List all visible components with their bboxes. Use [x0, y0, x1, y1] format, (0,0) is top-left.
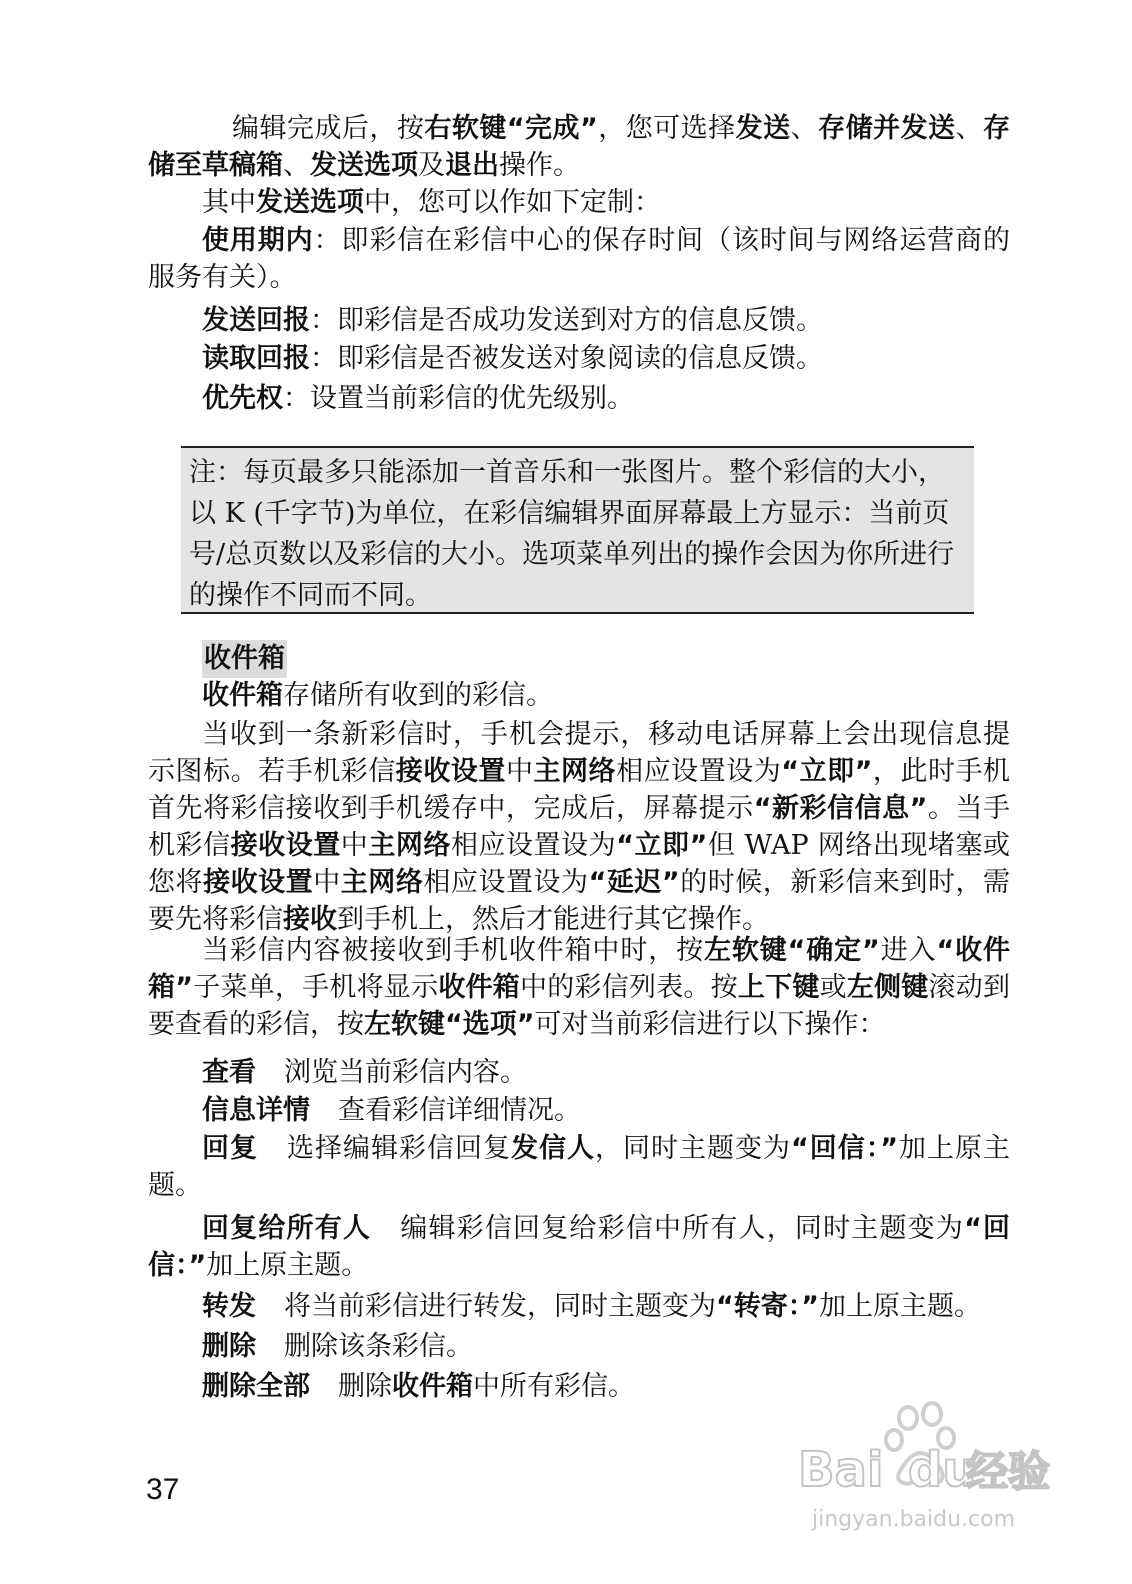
- text-run: ：即彩信是否被发送对象阅读的信息反馈。: [310, 343, 823, 374]
- text-run: 编辑彩信回复给彩信中所有人，同时主题变为: [399, 1213, 965, 1244]
- bold-term: 接收: [283, 904, 337, 935]
- text-run: ：设置当前彩信的优先级别。: [283, 383, 634, 414]
- text-run: 但 WAP 网络出现堵塞或您将: [148, 830, 1010, 898]
- bold-term: 查看: [202, 1057, 256, 1088]
- bold-term: “回信：”: [148, 1213, 1010, 1281]
- paragraph-edit-complete: [148, 110, 1010, 184]
- op-delete: [148, 1328, 1010, 1365]
- text-run: 。当手机彩信: [148, 793, 1011, 861]
- text-run: ，您可选择: [597, 113, 736, 144]
- text-run: 其中: [202, 187, 256, 218]
- bold-term: “延迟”: [588, 867, 680, 898]
- bold-term: 主网络: [340, 867, 424, 898]
- text-run: 删除该条彩信。: [284, 1331, 473, 1362]
- bold-term: 优先权: [202, 383, 283, 414]
- bold-term: 删除: [202, 1331, 256, 1362]
- op-details: [148, 1092, 1010, 1129]
- text-run: ，同时主题变为: [595, 1133, 791, 1164]
- bold-term: 接收设置: [203, 867, 314, 898]
- bold-term: 主网络: [533, 756, 617, 787]
- bold-term: 左软键“确定”: [703, 935, 880, 966]
- text-run: 的时候，新彩信来到时，需要先将彩信: [148, 867, 1011, 935]
- bold-term: 主网络: [368, 830, 451, 861]
- watermark-brand-prefix: Bai: [798, 1442, 884, 1498]
- text-run: 存储所有收到的彩信。: [283, 680, 553, 711]
- bold-term: 发送回报: [202, 305, 310, 336]
- text-run: 或: [819, 972, 847, 1003]
- note-text: 注：每页最多只能添加一首音乐和一张图片。整个彩信的大小，以 K (千字节)为单位，在彩信编辑界面屏幕最上方显示：当前页号/总页数以及彩信的大小。选项菜单列出的操作会因为你所进行的操作不同而不同。: [189, 457, 955, 611]
- text-run: 中: [505, 756, 534, 787]
- bold-term: 左侧键: [846, 972, 929, 1003]
- paragraph-inbox-menu: [148, 932, 1010, 1043]
- bold-term: “收件箱”: [148, 935, 1011, 1003]
- text-run: 到手机上，然后才能进行其它操作。: [337, 904, 769, 935]
- text-run: ，此时手机首先将彩信接收到手机缓存中，完成后，屏幕提示: [148, 756, 1011, 824]
- baidu-jingyan-watermark: [790, 1398, 1060, 1548]
- bold-term: 转发: [202, 1291, 256, 1322]
- bold-term: 回复给所有人: [202, 1213, 372, 1244]
- paragraph-delivery-report: [148, 302, 1010, 339]
- text-run: 删除: [338, 1371, 392, 1402]
- text-run: 中，您可以作如下定制：: [364, 187, 661, 218]
- text-run: ：即彩信是否成功发送到对方的信息反馈。: [310, 305, 823, 336]
- paragraph-validity-period: [148, 222, 1010, 296]
- op-view: [148, 1054, 1010, 1091]
- text-run: 当彩信内容被接收到手机收件箱中时，按: [202, 935, 704, 966]
- text-run: 编辑完成后，按: [232, 113, 425, 144]
- bold-term: “新彩信信息”: [753, 793, 928, 824]
- text-run: 子菜单，手机将显示: [192, 972, 439, 1003]
- paragraph-new-message: [148, 716, 1010, 938]
- paragraph-inbox-intro: [148, 677, 1010, 714]
- bold-term: 接收设置: [230, 830, 341, 861]
- text-run: 中: [313, 867, 341, 898]
- text-run: 进入: [879, 935, 937, 966]
- bold-term: 存储至草稿箱: [148, 113, 1011, 181]
- bold-term: 读取回报: [202, 343, 310, 374]
- op-reply-all: [148, 1210, 1010, 1284]
- bold-term: 接收设置: [395, 756, 506, 787]
- text-run: 中的彩信列表。按: [520, 972, 738, 1003]
- bold-term: “回信：”: [791, 1133, 898, 1164]
- text-run: 相应设置设为: [450, 830, 617, 861]
- page-number: 37: [146, 1473, 180, 1506]
- bold-term: 信息详情: [202, 1095, 310, 1126]
- bold-term: 存储并发送: [818, 113, 956, 144]
- text-run: 操作。: [499, 150, 580, 181]
- bold-term: 收件箱: [392, 1371, 473, 1402]
- paragraph-read-report: [148, 340, 1010, 377]
- watermark-url: jingyan.baidu.com: [812, 1507, 1016, 1532]
- watermark-brand-cn: 经验: [966, 1447, 1051, 1496]
- bold-term: “立即”: [616, 830, 708, 861]
- section-heading-inbox: 收件箱: [202, 640, 287, 678]
- bold-term: 收件箱: [202, 680, 283, 711]
- bold-term: 使用期内: [202, 225, 314, 256]
- text-run: 中: [340, 830, 369, 861]
- text-run: 将当前彩信进行转发，同时主题变为: [284, 1291, 716, 1322]
- text-run: 滚动到要查看的彩信，按: [148, 972, 1011, 1040]
- text-run: ：即彩信在彩信中心的保存时间（该时间与网络运营商的服务有关）。: [148, 225, 1011, 293]
- bold-term: “转寄：”: [716, 1291, 819, 1322]
- text-run: 相应设置设为: [616, 756, 782, 787]
- paragraph-send-options-intro: [148, 184, 1010, 221]
- text-run: 相应设置设为: [423, 867, 589, 898]
- bold-term: 退出: [445, 150, 499, 181]
- text-run: 、: [790, 113, 819, 144]
- paragraph-priority: [148, 380, 1010, 417]
- bold-term: 收件箱: [438, 972, 521, 1003]
- op-reply: [148, 1130, 1010, 1204]
- text-run: 中所有彩信。: [473, 1371, 635, 1402]
- bold-term: 回复: [202, 1133, 258, 1164]
- text-run: 可对当前彩信进行以下操作：: [534, 1009, 886, 1040]
- text-run: 加上原主题。: [206, 1250, 369, 1281]
- bold-term: “立即”: [781, 756, 873, 787]
- text-run: 浏览当前彩信内容。: [284, 1057, 527, 1088]
- bold-term: 上下键: [737, 972, 820, 1003]
- text-run: 、: [955, 113, 984, 144]
- text-run: 加上原主题。: [148, 1133, 1010, 1201]
- watermark-brand-suffix: du: [908, 1442, 977, 1498]
- op-forward: [148, 1288, 1010, 1325]
- text-run: 加上原主题。: [819, 1291, 981, 1322]
- text-run: 、: [283, 150, 310, 181]
- bold-term: 删除全部: [202, 1371, 310, 1402]
- text-run: 查看彩信详细情况。: [338, 1095, 581, 1126]
- bold-term: 发送选项: [310, 150, 418, 181]
- bold-term: 左软键“选项”: [364, 1009, 535, 1040]
- bold-term: 右软键“完成”: [424, 113, 598, 144]
- text-run: 选择编辑彩信回复: [286, 1133, 511, 1164]
- text-run: 及: [418, 150, 445, 181]
- bold-term: 发送选项: [256, 187, 364, 218]
- note-box: [181, 446, 974, 614]
- bold-term: 发送: [735, 113, 791, 144]
- bold-term: 发信人: [511, 1133, 595, 1164]
- text-run: 当收到一条新彩信时，手机会提示，移动电话屏幕上会出现信息提示图标。若手机彩信: [148, 719, 1010, 787]
